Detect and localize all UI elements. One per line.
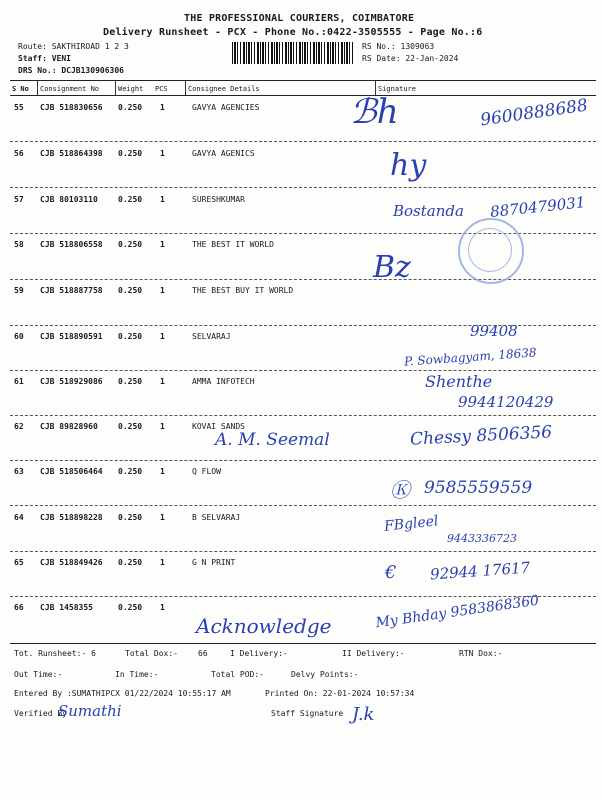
row-consignment: CJB 518849426: [40, 558, 103, 567]
in-time: In Time:-: [115, 670, 159, 679]
row-sno: 57: [14, 195, 24, 204]
row-sno: 62: [14, 422, 24, 431]
row-pcs: 1: [160, 558, 165, 567]
row-divider: [10, 551, 596, 552]
ii-delivery: II Delivery:-: [342, 649, 405, 658]
verified-by-label: Verified By: [14, 709, 67, 718]
row-consignment: CJB 518830656: [40, 103, 103, 112]
row-consignee: SURESHKUMAR: [192, 195, 245, 204]
row-pcs: 1: [160, 286, 165, 295]
divider: [115, 81, 116, 95]
row-sno: 59: [14, 286, 24, 295]
rs-number: RS No.: 1309063: [362, 42, 435, 51]
row-consignee: GAVYA AGENICS: [192, 149, 255, 158]
delvy-points: Delvy Points:-: [291, 670, 359, 679]
delivery-stamp: [458, 218, 524, 284]
table-bottom-rule: [10, 643, 596, 644]
row-sno: 56: [14, 149, 24, 158]
row-sno: 58: [14, 240, 24, 249]
signature-62: Chessy 8506356: [409, 422, 553, 450]
staff-signature-label: Staff Signature: [271, 709, 344, 718]
row-consignment: CJB 518887758: [40, 286, 103, 295]
signature-57: Bostanda: [393, 202, 464, 220]
row-consignee: KOVAI SANDS: [192, 422, 245, 431]
row-consignment: CJB 518864398: [40, 149, 103, 158]
signature-65: €: [385, 562, 397, 583]
signature-61: Shenthe: [425, 372, 493, 391]
row-weight: 0.250: [118, 240, 143, 249]
row-consignee: Q FLOW: [192, 467, 221, 476]
total-dox-value: 66: [198, 649, 208, 658]
row-weight: 0.250: [118, 467, 143, 476]
staff-signature: J.k: [352, 704, 375, 725]
col-pcs: PCS: [155, 85, 168, 93]
row-weight: 0.250: [118, 513, 143, 522]
row-consignee: AMMA INFOTECH: [192, 377, 255, 386]
signature-55: ℬh: [350, 92, 399, 132]
row-consignment: CJB 89828960: [40, 422, 98, 431]
row-divider: [10, 460, 596, 461]
row-sno: 65: [14, 558, 24, 567]
row-consignment: CJB 1458355: [40, 603, 93, 612]
header-rule-bottom: [10, 95, 596, 96]
row-divider: [10, 505, 596, 506]
printed-on: Printed On: 22-01-2024 10:57:34: [265, 689, 415, 698]
row-pcs: 1: [160, 195, 165, 204]
out-time: Out Time:-: [14, 670, 63, 679]
runsheet-title: Delivery Runsheet - PCX - Phone No.:0422-3505555 - Page No.:6: [103, 27, 483, 38]
handwritten-name-62: A. M. Seemal: [215, 430, 330, 450]
barcode: [232, 42, 354, 64]
row-weight: 0.250: [118, 286, 143, 295]
handwritten-note-60: 99408: [470, 322, 518, 340]
row-divider: [10, 370, 596, 371]
row-consignment: CJB 518506464: [40, 467, 103, 476]
total-runsheet: Tot. Runsheet:- 6: [14, 649, 96, 658]
divider: [185, 81, 186, 95]
row-weight: 0.250: [118, 149, 143, 158]
row-consignment: CJB 518806558: [40, 240, 103, 249]
total-pod: Total POD:-: [211, 670, 264, 679]
total-dox-label: Total Dox:-: [125, 649, 178, 658]
handwritten-phone-57: 8870479031: [489, 193, 587, 221]
row-sno: 64: [14, 513, 24, 522]
row-consignee: THE BEST BUY IT WORLD: [192, 286, 294, 295]
verified-signature: Sumathi: [58, 702, 122, 720]
i-delivery: I Delivery:-: [230, 649, 288, 658]
row-consignee: THE BEST IT WORLD: [192, 240, 274, 249]
header-rule-top: [10, 80, 596, 81]
divider: [37, 81, 38, 95]
row-divider: [10, 415, 596, 416]
row-pcs: 1: [160, 603, 165, 612]
row-weight: 0.250: [118, 332, 143, 341]
row-pcs: 1: [160, 513, 165, 522]
col-sno: S No: [12, 85, 29, 93]
row-pcs: 1: [160, 377, 165, 386]
row-pcs: 1: [160, 467, 165, 476]
row-weight: 0.250: [118, 195, 143, 204]
row-consignee: G N PRINT: [192, 558, 236, 567]
handwritten-phone-61: 9944120429: [458, 393, 554, 411]
row-divider: [10, 187, 596, 188]
row-sno: 55: [14, 103, 24, 112]
row-weight: 0.250: [118, 377, 143, 386]
row-pcs: 1: [160, 103, 165, 112]
staff-label: Staff: VENI: [18, 54, 71, 63]
drs-number: DRS No.: DCJB130906306: [18, 66, 124, 75]
handwritten-phone-65: 92944 17617: [429, 558, 531, 584]
handwritten-name-60: P. Sowbagyam, 18638: [403, 345, 537, 369]
row-sno: 63: [14, 467, 24, 476]
entered-by: Entered By :SUMATHIPCX 01/22/2024 10:55:17 AM: [14, 689, 231, 698]
handwritten-phone-63: 9585559559: [424, 478, 533, 498]
row-consignee: GAVYA AGENCIES: [192, 103, 260, 112]
col-consignment: Consignment No: [40, 85, 100, 93]
row-consignee: B SELVARAJ: [192, 513, 241, 522]
row-weight: 0.250: [118, 558, 143, 567]
signature-64: FBgleel: [383, 513, 440, 535]
handwritten-phone-55: 9600888688: [479, 95, 590, 131]
col-consignee: Consignee Details: [188, 85, 260, 93]
row-sno: 61: [14, 377, 24, 386]
row-pcs: 1: [160, 332, 165, 341]
row-pcs: 1: [160, 422, 165, 431]
row-sno: 66: [14, 603, 24, 612]
signature-58: Bz: [373, 250, 411, 285]
col-signature: Signature: [378, 85, 416, 93]
handwritten-phone-64: 9443336723: [447, 532, 517, 545]
row-pcs: 1: [160, 240, 165, 249]
handwritten-note-66: Acknowledge: [196, 614, 332, 638]
col-weight: Weight: [118, 85, 144, 93]
rtn-dox: RTN Dox:-: [459, 649, 503, 658]
row-weight: 0.250: [118, 603, 143, 612]
row-consignment: CJB 518898228: [40, 513, 103, 522]
row-consignment: CJB 80103110: [40, 195, 98, 204]
row-weight: 0.250: [118, 103, 143, 112]
signature-66: My Bhday 9583868360: [374, 592, 541, 632]
company-title: THE PROFESSIONAL COURIERS, COIMBATORE: [184, 13, 415, 24]
signature-56: hy: [390, 148, 427, 183]
row-sno: 60: [14, 332, 24, 341]
row-consignee: SELVARAJ: [192, 332, 231, 341]
row-weight: 0.250: [118, 422, 143, 431]
row-pcs: 1: [160, 149, 165, 158]
rs-date: RS Date: 22-Jan-2024: [362, 54, 459, 63]
row-consignment: CJB 518890591: [40, 332, 103, 341]
route-label: Route: SAKTHIROAD 1 2 3: [18, 42, 129, 51]
row-divider: [10, 141, 596, 142]
signature-63: Ⓚ: [390, 478, 410, 502]
row-consignment: CJB 518929086: [40, 377, 103, 386]
